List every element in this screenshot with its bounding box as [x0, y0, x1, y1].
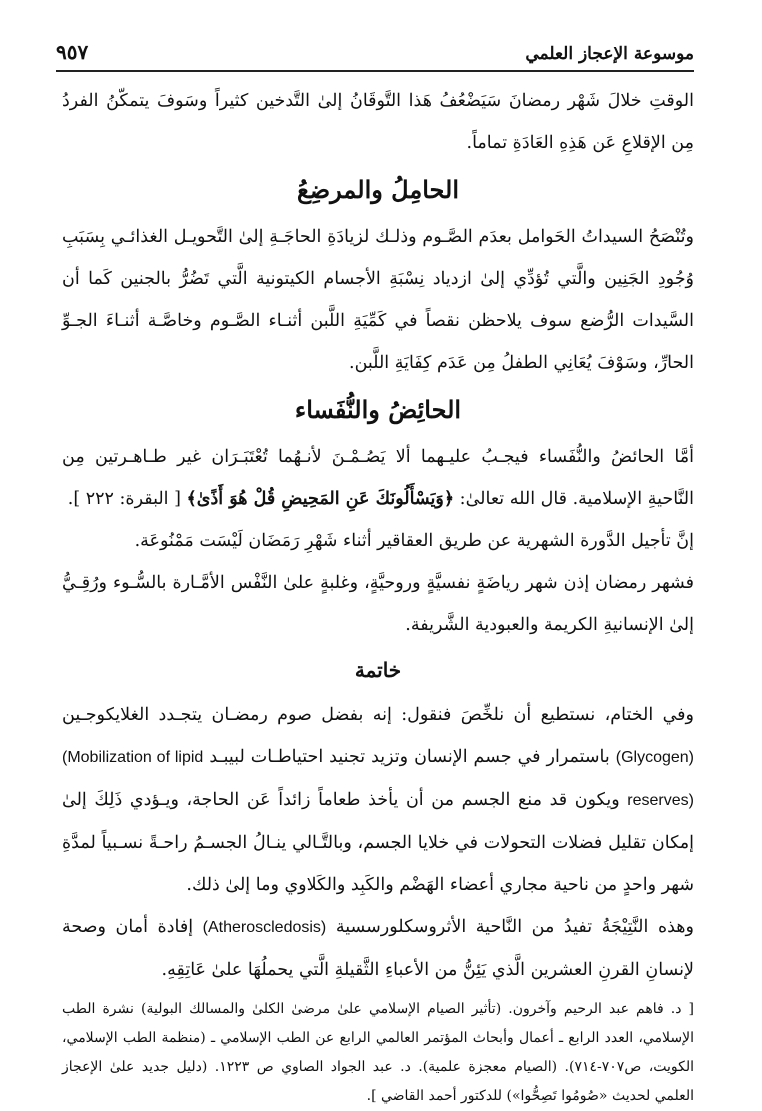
paragraph-menstruation: [62, 436, 694, 520]
paragraph-atherosclerosis: [62, 906, 694, 991]
term-lipid-reserves: (Mobilization of lipid reserves): [62, 749, 694, 809]
heading-pregnant-nursing: الحامِلُ والمرضِعُ: [296, 175, 459, 204]
term-glycogen: (Glycogen): [615, 749, 694, 766]
paragraph-smoking: الوقتِ خلالَ شَهْر رمضانَ سَيَضْعُفُ هَذا التَّوقَانُ إلىٰ التَّدخين كثيراً وسَوفَ يتمكّنُ الفردُ مِن الإقلاعِ عَن هَذِهِ العَادَةِ تماماً.: [62, 91, 694, 153]
quran-verse: ﴿وَيَسْأَلُونَكَ عَنِ المَحِيضِ قُلْ هُوَ أَذًىٰ﴾: [186, 489, 455, 509]
term-atheroscledosis: (Atheroscledosis): [202, 919, 327, 936]
footnote-references: [ د. فاهم عبد الرحيم وآخرون. (تأثير الصيام الإسلامي علىٰ مرضىٰ الكلىٰ والمسالك البولية) نشرة الطب الإسلامي، العدد الرابع ـ أعمال وأبحاث المؤتمر العالمي الرابع عن الطب الإسلامي ـ (منظمة الطب الإسلامي، الكويت، ص٧٠٧-٧١٤). (الصيام معجزة علمية). د. عبد الجواد الصاوي ص ١٢٢٣. (دليل جديد علىٰ الإعجاز العلمي لحديث «صُومُوا تَصِحُّوا») للدكتور أحمد القاضي ].: [62, 1001, 694, 1104]
conclusion-text-a: وفي الختام، نستطيع أن نلخِّصَ فنقول: إنه بفضل صوم رمضـان يتجـدد الغلايكوجـين: [62, 705, 694, 725]
paragraph-conclusion: [62, 694, 694, 906]
page-body: [62, 80, 694, 1111]
paragraph-spiritual: فشهر رمضان إذن شهر رياضَةٍ نفسيَّةٍ وروحيَّةٍ، وغلبةٍ علىٰ النَّفْس الأمَّـارة بالسُّـوء ورُقِـيُّ إلىٰ الإنسانيةِ الكريمة والعبودية الشَّريفة.: [62, 573, 694, 635]
verse-reference: [ البقرة: ٢٢٢ ].: [67, 489, 181, 509]
book-title: موسوعة الإعجاز العلمي: [525, 44, 694, 64]
heading-conclusion: خاتمة: [354, 658, 402, 682]
athero-text-a: وهذه النَّتِيْجَةُ تفيدُ من النَّاحية الأثروسكلورسسية: [335, 917, 694, 937]
heading-menstruation: الحائِضُ والنُّفَساء: [294, 395, 462, 424]
page-number: ٩٥٧: [56, 40, 89, 64]
conclusion-text-c: ويكون قد منع الجسم من أن يأخذ طعاماً زائداً عَن الحاجة، ويـؤدي ذَلِكَ إلىٰ إمكان تقليل فضلات التحولات في خلايا الجسم، وبالتَّـالي ينـالُ الجسـمُ راحـةً نسـبياً لمدَّةِ شهر واحدٍ من ناحية مجاري أعضاء الهَضْم والكَبِد والكَلاوي وما إلىٰ ذلك.: [62, 790, 694, 895]
conclusion-text-b: باستمرار في جسم الإنسان وتزيد تجنيد احتياطـات لبيبـد: [209, 747, 610, 767]
paragraph-pregnant-nursing: وتُنْصَحُ السيداتُ الحَوامل بعدَم الصَّـوم وذلـك لزيادَةِ الحاجَـةِ إلىٰ التَّحويـل الغذائـي بِسَبَبِ وُجُودِ الجَنِين والَّتي تُؤدِّي إلىٰ ازدياد نِسْبَةِ الأجسام الكيتونية الَّتي تَضُرُّ بالجنين كَما أن السَّيدات الرُّضع سوف يلاحظن نقصاً في كَمِّيَةِ اللَّبن أثنـاء الصَّـوم وخاصَّـة أثنـاءَ الجـوِّ الحارِّ، وسَوْفَ يُعَانِي الطفلُ مِن عَدَم كِفَايَةِ اللَّبن.: [62, 227, 694, 373]
menstruation-text: أمَّا الحائضُ والنُّفَساء فيجـبُ عليـهما ألا يَصُـمْـنَ لأنـهُما تُعْتَبَـرَان غير طـاهـرتين مِن النَّاحيةِ الإسلامية. قال الله تعالىٰ:: [62, 447, 694, 509]
page-header: [56, 40, 694, 72]
athero-text-b: إفادة أمان وصحة لإنسانِ القرنِ العشرين الَّذي يَئِنُّ من الأعباءِ الثَّقيلةِ الَّتي يحملُهَا علىٰ عَاتِقِهِ.: [62, 917, 694, 980]
paragraph-cycle-postponement: إنَّ تأجيل الدَّورة الشهرية عن طريق العقاقير أثناء شَهْرِ رَمَضَان لَيْسَت مَمْنُوعَة.: [134, 531, 694, 551]
